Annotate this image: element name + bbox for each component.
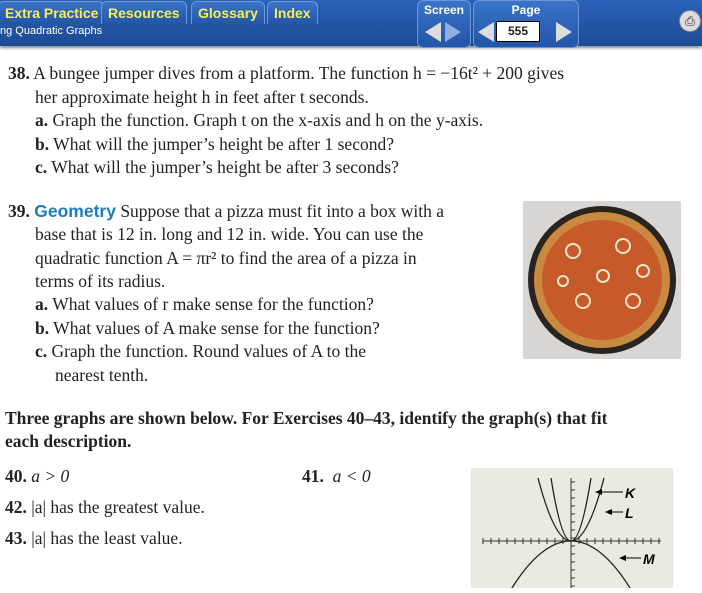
page-prev-icon[interactable] xyxy=(478,22,494,42)
text: Graph the function. Graph t on the x-axis and h on the y-axis. xyxy=(52,110,484,130)
exercise-number: 40. xyxy=(5,466,27,486)
text: A bungee jumper dives from a platform. The function h = −16t² + 200 gives xyxy=(33,63,565,83)
page-nav xyxy=(473,0,579,48)
text: nearest tenth. xyxy=(55,365,149,385)
screen-next-icon[interactable] xyxy=(445,22,461,42)
exercise-number: 42. xyxy=(5,497,27,517)
text: Suppose that a pizza must fit into a box with a xyxy=(120,201,445,221)
screen-nav xyxy=(417,0,471,48)
screen-label: Screen xyxy=(423,3,465,17)
text: What values of r make sense for the function? xyxy=(52,294,374,314)
part-label: a. xyxy=(35,294,49,314)
exercise-number: 43. xyxy=(5,528,27,548)
text: a < 0 xyxy=(332,466,371,486)
topic-label: Geometry xyxy=(34,201,116,221)
text: Graph the function. Round values of A to the xyxy=(51,341,366,361)
tab-glossary[interactable]: Glossary xyxy=(191,1,265,24)
page-next-icon[interactable] xyxy=(556,22,572,42)
part-label: c. xyxy=(35,341,48,361)
section-title: ng Quadratic Graphs xyxy=(0,25,103,37)
instructions: each description. xyxy=(5,431,132,451)
page-number-input[interactable]: 555 xyxy=(496,21,540,42)
part-label: b. xyxy=(35,134,50,154)
text: quadratic function A = πr² to find the area of a pizza in xyxy=(35,248,417,268)
text: her approximate height h in feet after t seconds. xyxy=(35,87,369,107)
label-k: K xyxy=(625,485,636,501)
exercise-number: 41. xyxy=(302,466,324,486)
tab-resources[interactable]: Resources xyxy=(101,1,187,24)
part-label: a. xyxy=(35,110,49,130)
tab-index[interactable]: Index xyxy=(267,1,318,24)
text: base that is 12 in. long and 12 in. wide. You can use the xyxy=(35,224,424,244)
toolbar xyxy=(0,0,702,46)
part-label: b. xyxy=(35,318,50,338)
tab-extra-practice[interactable]: Extra Practice xyxy=(0,1,105,24)
page-label: Page xyxy=(511,3,541,17)
pizza-image xyxy=(523,201,681,359)
text: a > 0 xyxy=(31,466,70,486)
text: What will the jumper’s height be after 3 seconds? xyxy=(51,157,399,177)
label-l: L xyxy=(625,505,634,521)
exercise-number: 38. xyxy=(8,63,30,83)
text: |a| has the greatest value. xyxy=(31,497,205,517)
text: What values of A make sense for the function? xyxy=(53,318,380,338)
text: |a| has the least value. xyxy=(31,528,183,548)
screen-prev-icon[interactable] xyxy=(425,22,441,42)
text: What will the jumper’s height be after 1 second? xyxy=(53,134,394,154)
parabola-graph xyxy=(471,468,673,588)
exercise-number: 39. xyxy=(8,201,30,221)
text: terms of its radius. xyxy=(35,271,166,291)
label-m: M xyxy=(643,551,655,567)
part-label: c. xyxy=(35,157,48,177)
print-icon[interactable]: ⎙ xyxy=(679,10,701,32)
instructions: Three graphs are shown below. For Exercises 40–43, identify the graph(s) that fit xyxy=(5,408,608,428)
